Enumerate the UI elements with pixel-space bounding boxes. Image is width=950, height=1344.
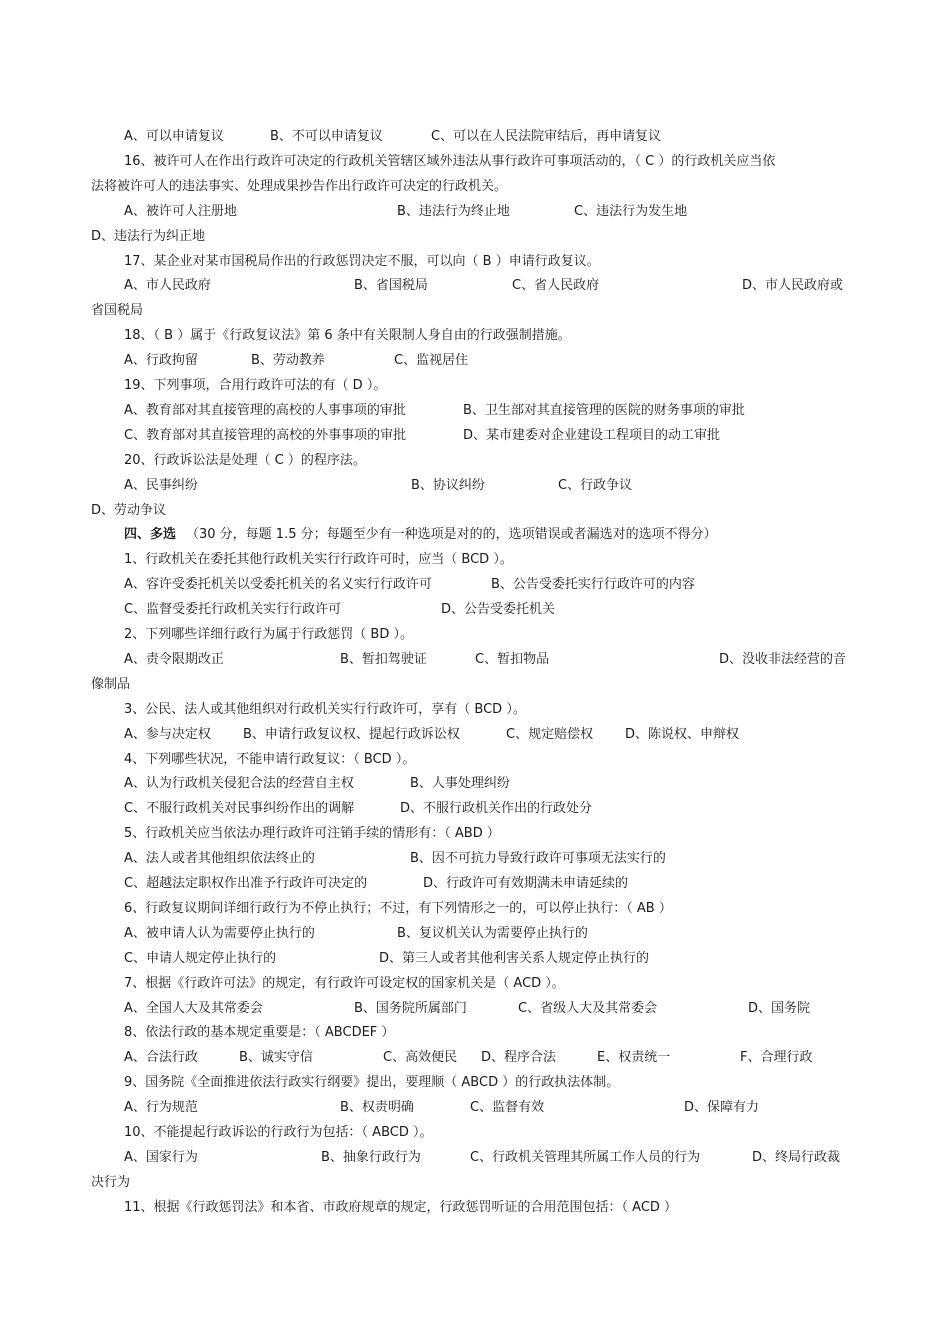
text-line <box>0 622 950 647</box>
option-text: B、公告受委托实行行政许可的内容 <box>491 577 695 593</box>
option-text: C、省级人大及其常委会 <box>518 1000 658 1016</box>
text-line <box>0 597 950 622</box>
option-text: C、监督有效 <box>470 1100 545 1116</box>
text-line <box>0 946 950 971</box>
text-line <box>0 199 950 224</box>
text-line <box>0 722 950 747</box>
option-text: D、保障有力 <box>684 1100 760 1116</box>
option-text: B、申请行政复议权、提起行政诉讼权 <box>243 726 460 742</box>
line-text: 4、下列哪些状况，不能申请行政复议：（ BCD ）。 <box>124 751 416 767</box>
option-text: C、暂扣物品 <box>475 651 550 667</box>
text-line <box>0 921 950 946</box>
text-line <box>0 1120 950 1145</box>
line-text: 17、某企业对某市国税局作出的行政惩罚决定不服，可以向（ B ）申请行政复议。 <box>124 253 600 269</box>
line-text: A、教育部对其直接管理的高校的人事事项的审批 <box>124 402 406 418</box>
text-line <box>0 348 950 373</box>
text-line <box>0 547 950 572</box>
line-text: 2、下列哪些详细行政行为属于行政惩罚（ BD ）。 <box>124 627 413 642</box>
option-text: D、陈说权、申辩权 <box>625 726 740 742</box>
option-text: C、违法行为发生地 <box>574 203 688 219</box>
option-text: B、劳动教养 <box>251 353 325 369</box>
text-line <box>0 373 950 398</box>
text-line <box>0 1020 950 1045</box>
line-text: C、不服行政机关对民事纠纷作出的调解 <box>124 801 355 817</box>
text-line <box>0 224 950 249</box>
text-line <box>0 821 950 846</box>
option-text: D、第三人或者其他利害关系人规定停止执行的 <box>379 950 650 966</box>
option-text: C、行政争议 <box>558 477 633 493</box>
line-text: 8、依法行政的基本规定重要是：（ ABCDEF ） <box>124 1025 395 1041</box>
line-text: C、教育部对其直接管理的高校的外事事项的审批 <box>124 427 407 443</box>
line-text: A、行为规范 <box>124 1100 198 1116</box>
text-line <box>0 1045 950 1070</box>
text-line <box>0 996 950 1021</box>
text-line <box>0 572 950 597</box>
text-line <box>0 672 950 697</box>
line-text: 决行为 <box>91 1174 131 1190</box>
line-text: A、市人民政府 <box>124 278 211 294</box>
text-line <box>0 971 950 996</box>
text-line <box>0 398 950 423</box>
text-line <box>0 1070 950 1095</box>
line-text: A、民事纠纷 <box>124 477 198 493</box>
option-text: B、卫生部对其直接管理的医院的财务事项的审批 <box>463 402 745 418</box>
option-text: B、不可以申请复议 <box>270 129 383 144</box>
text-line <box>0 298 950 323</box>
line-text: A、认为行政机关侵犯合法的经营自主权 <box>124 776 354 792</box>
option-text: D、国务院 <box>748 1000 811 1016</box>
line-text: 5、行政机关应当依法办理行政许可注销手续的情形有：（ ABD ） <box>124 826 500 842</box>
line-text: 6、行政复议期间详细行政行为不停止执行；不过，有下列情形之一的，可以停止执行：（ AB ） <box>124 900 672 916</box>
line-text: A、参与决定权 <box>124 726 211 742</box>
line-text: A、被许可人注册地 <box>124 203 237 219</box>
option-text: C、省人民政府 <box>512 278 600 294</box>
line-text: A、合法行政 <box>124 1050 198 1066</box>
text-line <box>0 249 950 274</box>
option-text: F、合理行政 <box>740 1050 813 1066</box>
option-text: C、高效便民 <box>383 1050 458 1066</box>
option-text: C、可以在人民法院审结后，再申请复议 <box>431 129 662 144</box>
text-line <box>0 796 950 821</box>
option-text: （30 分，每题 1.5 分；每题至少有一种选项是对的的，选项错误或者漏选对的选项不得分） <box>186 527 717 543</box>
line-text: C、超越法定职权作出准予行政许可决定的 <box>124 876 368 891</box>
option-text: D、公告受委托机关 <box>441 602 556 618</box>
option-text: B、省国税局 <box>354 278 428 294</box>
line-text: 3、公民、法人或其他组织对行政机关实行行政许可，享有（ BCD ）。 <box>124 701 526 717</box>
line-text: 11、根据《行政惩罚法》和本省、市政府规章的规定，行政惩罚听证的合用范围包括：（ ACD ） <box>124 1199 678 1215</box>
line-text: A、国家行为 <box>124 1149 198 1165</box>
option-text: D、没收非法经营的音 <box>719 651 847 667</box>
option-text: D、终局行政裁 <box>752 1149 841 1165</box>
option-text: B、违法行为终止地 <box>397 203 510 219</box>
text-line <box>0 896 950 921</box>
option-text: B、权责明确 <box>340 1100 414 1116</box>
line-text: 四、多选 <box>124 527 177 543</box>
option-text: C、行政机关管理其所属工作人员的行为 <box>470 1149 701 1165</box>
option-text: B、国务院所属部门 <box>354 1000 467 1016</box>
option-text: B、复议机关认为需要停止执行的 <box>397 925 588 941</box>
line-text: 18、（ B ）属于《行政复议法》第 6 条中有关限制人身自由的行政强制措施。 <box>124 328 571 344</box>
line-text: 7、根据《行政许可法》的规定，有行政许可设定权的国家机关是（ ACD ）。 <box>124 975 565 991</box>
text-line <box>0 273 950 298</box>
line-text: 20、行政诉讼法是处理（ C ）的程序法。 <box>124 452 366 468</box>
line-text: A、被申请人认为需要停止执行的 <box>124 925 315 941</box>
text-line <box>0 647 950 672</box>
text-line <box>0 871 950 896</box>
line-text: A、行政拘留 <box>124 353 198 369</box>
text-line <box>0 1145 950 1170</box>
option-text: B、抽象行政行为 <box>321 1149 421 1165</box>
option-text: D、行政许可有效期满未申请延续的 <box>423 876 629 891</box>
line-text: 16、被许可人在作出行政许可决定的行政机关管辖区域外违法从事行政许可事项活动的，（ C ）的行政机关应当依 <box>124 153 776 169</box>
line-text: C、申请人规定停止执行的 <box>124 950 277 966</box>
text-line <box>0 124 950 149</box>
text-line <box>0 174 950 199</box>
line-text: A、法人或者其他组织依法终止的 <box>124 851 315 867</box>
text-line <box>0 747 950 772</box>
line-text: D、劳动争议 <box>91 502 167 518</box>
line-text: A、全国人大及其常委会 <box>124 1000 263 1016</box>
text-line <box>0 498 950 523</box>
line-text: A、责令限期改正 <box>124 651 224 667</box>
line-text: D、违法行为纠正地 <box>91 228 206 244</box>
option-text: B、暂扣驾驶证 <box>340 651 427 667</box>
line-text: 省国税局 <box>91 303 144 319</box>
line-text: 10、不能提起行政诉讼的行政行为包括：（ ABCD ）。 <box>124 1125 433 1140</box>
line-text: 法将被许可人的违法事实、处理成果抄告作出行政许可决定的行政机关。 <box>91 178 508 194</box>
option-text: D、某市建委对企业建设工程项目的动工审批 <box>463 427 721 443</box>
text-line <box>0 1170 950 1195</box>
option-text: B、人事处理纠纷 <box>410 776 510 792</box>
line-text: 1、行政机关在委托其他行政机关实行行政许可时，应当（ BCD ）。 <box>124 552 513 568</box>
text-line <box>0 473 950 498</box>
line-text: 像制品 <box>91 676 131 692</box>
line-text: C、监督受委托行政机关实行行政许可 <box>124 602 342 618</box>
text-line <box>0 846 950 871</box>
text-line <box>0 697 950 722</box>
option-text: B、协议纠纷 <box>411 477 485 493</box>
option-text: C、规定赔偿权 <box>506 726 594 742</box>
text-line <box>0 771 950 796</box>
text-line <box>0 149 950 174</box>
option-text: D、市人民政府或 <box>742 278 844 294</box>
option-text: D、程序合法 <box>481 1050 557 1066</box>
text-line <box>0 448 950 473</box>
option-text: E、权责统一 <box>597 1050 671 1066</box>
text-line <box>0 1095 950 1120</box>
text-line <box>0 423 950 448</box>
line-text: A、容许受委托机关以受委托机关的名义实行行政许可 <box>124 577 432 593</box>
line-text: A、可以申请复议 <box>124 129 224 144</box>
text-line <box>0 522 950 547</box>
option-text: B、因不可抗力导致行政许可事项无法实行的 <box>410 851 666 867</box>
line-text: 9、国务院《全面推进依法行政实行纲要》提出，要理顺（ ABCD ）的行政执法体制。 <box>124 1075 620 1091</box>
text-line <box>0 1195 950 1220</box>
option-text: D、不服行政机关作出的行政处分 <box>400 801 593 817</box>
line-text: 19、下列事项，合用行政许可法的有（ D ）。 <box>124 378 387 393</box>
option-text: B、诚实守信 <box>239 1050 313 1066</box>
text-line <box>0 323 950 348</box>
option-text: C、监视居住 <box>394 353 469 369</box>
